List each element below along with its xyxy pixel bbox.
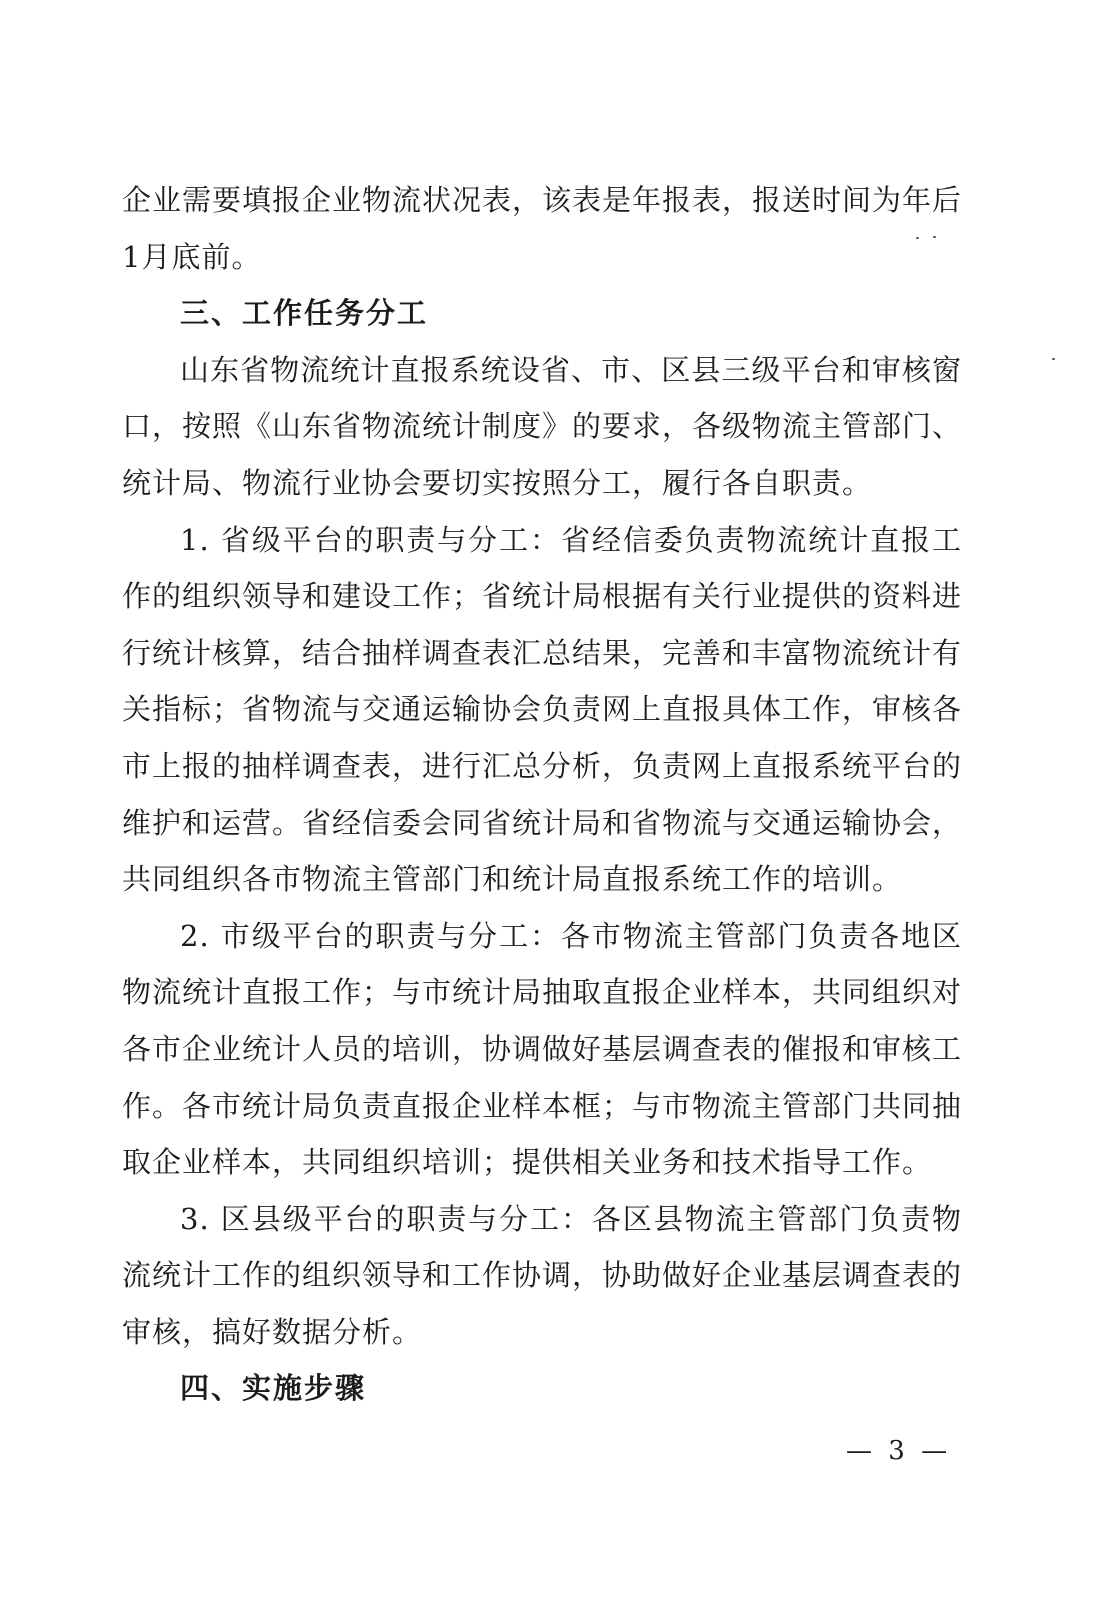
document-body [122, 172, 962, 1417]
paragraph-continuation: 企业需要填报企业物流状况表，该表是年报表，报送时间为年后1月底前。 [122, 183, 963, 274]
paragraph-intro: 山东省物流统计直报系统设省、市、区县三级平台和审核窗口，按照《山东省物流统计制度》的要求，各级物流主管部门、统计局、物流行业协会要切实按照分工，履行各自职责。 [122, 352, 963, 500]
scan-speck [916, 237, 919, 239]
scan-speck [1052, 358, 1055, 360]
page-number: — 3 — [846, 1436, 952, 1466]
paragraph-provincial-platform: 1. 省级平台的职责与分工：省经信委负责物流统计直报工作的组织领导和建设工作；省统计局根据有关行业提供的资料进行统计核算，结合抽样调查表汇总结果，完善和丰富物流统计有关指标；省物流与交通运输协会负责网上直报具体工作，审核各市上报的抽样调查表，进行汇总分析，负责网上直报系统平台的维护和运营。省经信委会同省统计局和省物流与交通运输协会，共同组织各市物流主管部门和统计局直报系统工作的培训。 [122, 522, 963, 897]
scan-speck [933, 236, 936, 238]
paragraph-county-platform: 3. 区县级平台的职责与分工：各区县物流主管部门负责物流统计工作的组织领导和工作协调，协助做好企业基层调查表的审核，搞好数据分析。 [122, 1201, 963, 1349]
section-heading-3: 三、工作任务分工 [180, 296, 429, 331]
section-heading-4: 四、实施步骤 [180, 1371, 367, 1406]
paragraph-city-platform: 2. 市级平台的职责与分工：各市物流主管部门负责各地区物流统计直报工作；与市统计局抽取直报企业样本，共同组织对各市企业统计人员的培训，协调做好基层调查表的催报和审核工作。各市统计局负责直报企业样本框；与市物流主管部门共同抽取企业样本，共同组织培训；提供相关业务和技术指导工作。 [122, 918, 963, 1180]
